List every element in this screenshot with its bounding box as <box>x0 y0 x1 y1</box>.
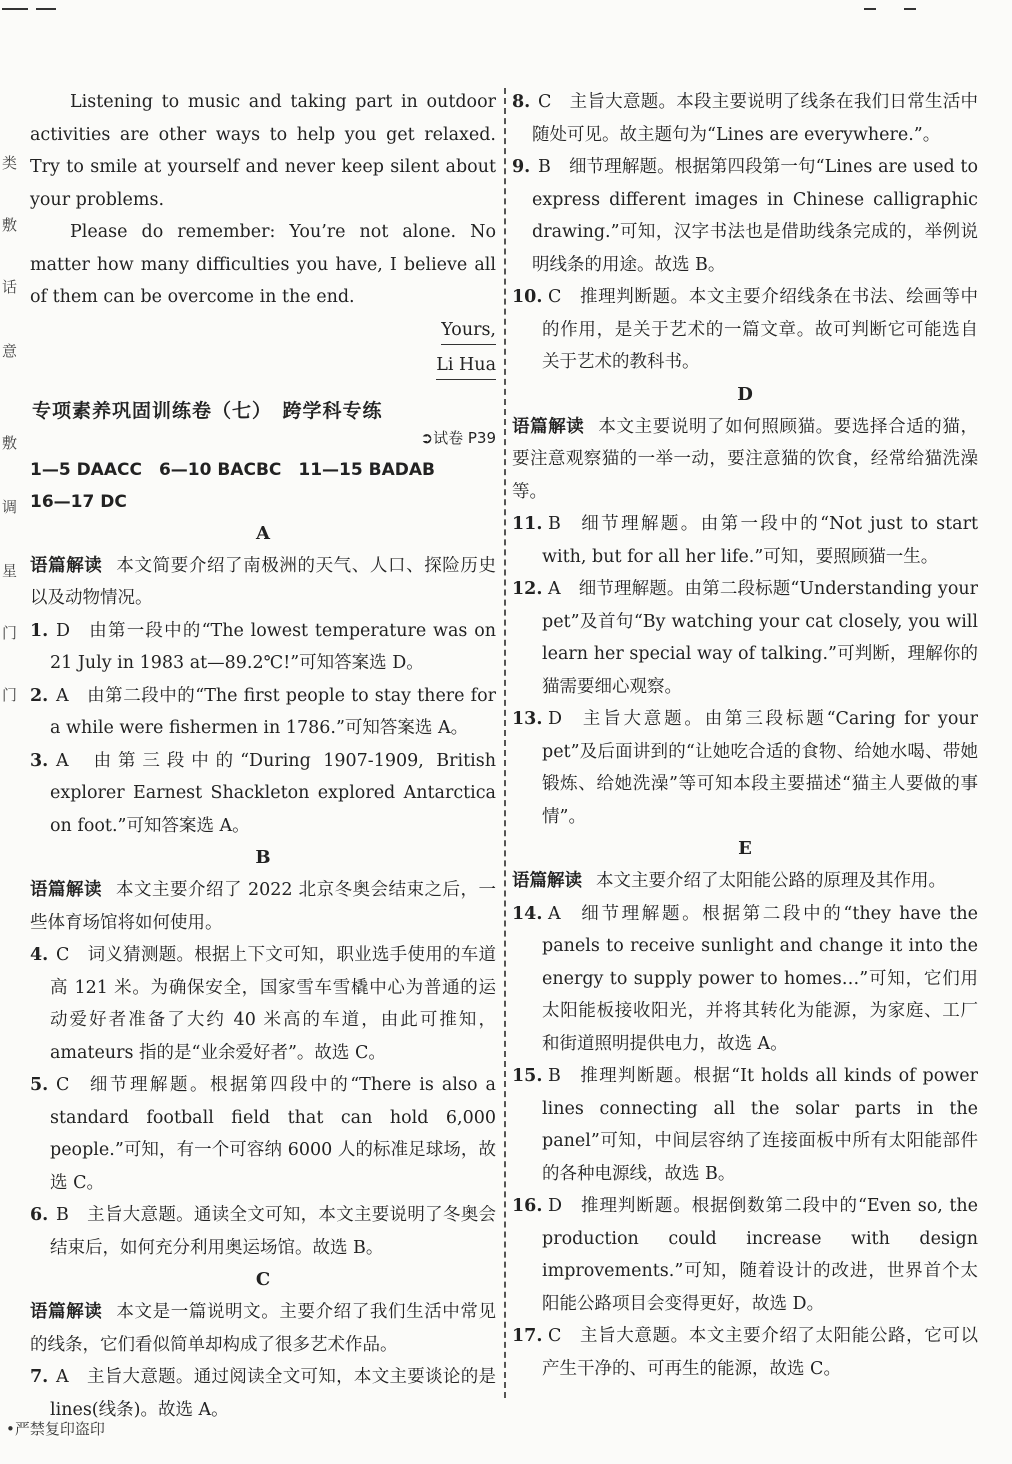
answer-item: 12. A 细节理解题。由第二段标题“Understanding your pet”及首句“By watching your cat closely, you will learn her special way of talking.”可判断，理解你的猫需要细心观察。 <box>512 579 978 697</box>
edge-char: 类 <box>2 154 18 172</box>
answer-item: 6. B 主旨大意题。通读全文可知，本文主要说明了冬奥会结束后，如何充分利用奥运场馆。故选 B。 <box>30 1205 496 1258</box>
answer-item: 13. D 主旨大意题。由第三段标题“Caring for your pet”及后面讲到的“让她吃合适的食物、给她水喝、带她锻炼、给她洗澡”等可知本段主要描述“猫主人要做的事情”。 <box>512 709 978 827</box>
edge-char: 意 <box>2 342 18 360</box>
answer-item: 2. A 由第二段中的“The first people to stay there for a while were fishermen in 1786.”可知答案选 A。 <box>30 685 496 738</box>
answer-summary: 16—17 DC <box>30 491 127 512</box>
answer-item: 17. C 主旨大意题。本文主要介绍了太阳能公路，它可以产生干净的、可再生的能源，故选 C。 <box>512 1326 978 1379</box>
passage-heading: B <box>255 847 271 868</box>
passage-heading: A <box>256 522 270 544</box>
crop-mark <box>864 8 876 10</box>
edge-char: 敷 <box>2 434 18 452</box>
edge-char: 敷 <box>2 216 18 234</box>
edge-char: 星 <box>2 562 18 580</box>
letter-paragraph: Please do remember: You’re not alone. No matter how many difficulties you have, I believe all of them can be overcome in the end. <box>30 222 496 307</box>
paper-reference: ➲试卷 P39 <box>420 428 496 447</box>
answer-item: 1. D 由第一段中的“The lowest temperature was on 21 July in 1983 at—89.2℃!”可知答案选 D。 <box>30 620 496 673</box>
passage-summary: 语篇解读 本文主要介绍了 2022 北京冬奥会结束之后，一些体育场馆将如何使用。 <box>30 880 497 933</box>
passage-heading: C <box>255 1269 271 1290</box>
section-title: 专项素养巩固训练卷（七） 跨学科专练 <box>32 399 383 422</box>
letter-paragraph: Listening to music and taking part in outdoor activities are other ways to help you get relaxed. Try to smile at yourself and never keep silent about your problems. <box>30 92 496 210</box>
left-column <box>30 86 496 1426</box>
passage-summary: 语篇解读 本文主要介绍了太阳能公路的原理及其作用。 <box>512 871 946 891</box>
crop-mark <box>2 8 28 10</box>
passage-summary: 语篇解读 本文简要介绍了南极洲的天气、人口、探险历史以及动物情况。 <box>30 555 497 608</box>
passage-summary: 语篇解读 本文主要说明了如何照顾猫。要选择合适的猫，要注意观察猫的一举一动，要注意猫的饮食，经常给猫洗澡等。 <box>512 416 979 502</box>
footer-notice: •严禁复印盗印 <box>6 1420 105 1438</box>
answer-item: 8. C 主旨大意题。本段主要说明了线条在我们日常生活中随处可见。故主题句为“Lines are everywhere.”。 <box>512 92 978 145</box>
answer-item: 7. A 主旨大意题。通过阅读全文可知，本文主要谈论的是 lines(线条)。故选 A。 <box>30 1367 496 1420</box>
edge-char: 门 <box>2 686 18 704</box>
edge-char: 门 <box>2 624 18 642</box>
answer-item: 4. C 词义猜测题。根据上下文可知，职业选手使用的车道高 121 米。为确保安全，国家雪车雪橇中心为普通的运动爱好者准备了大约 40 米高的车道，由此可推知，amateurs 指的是“业余爱好者”。故选 C。 <box>30 945 496 1063</box>
answer-item: 3. A 由第三段中的“During 1907-1909, British explorer Earnest Shackleton explored Antarctica on foot.”可知答案选 A。 <box>30 750 496 836</box>
right-column <box>512 86 978 1385</box>
passage-heading: E <box>738 838 752 859</box>
answer-item: 5. C 细节理解题。根据第四段中的“There is also a standard football field that can hold 6,000 people.”可知，有一个可容纳 6000 人的标准足球场，故选 C。 <box>30 1075 496 1193</box>
answer-summary: 1—5 DAACC 6—10 BACBC 11—15 BADAB <box>30 459 435 480</box>
crop-mark <box>36 8 56 10</box>
top-crop-marks <box>0 0 1012 14</box>
answer-item: 11. B 细节理解题。由第一段中的“Not just to start with, but for all her life.”可知，要照顾猫一生。 <box>512 514 978 567</box>
passage-summary: 语篇解读 本文是一篇说明文。主要介绍了我们生活中常见的线条，它们看似简单却构成了很多艺术作品。 <box>30 1302 497 1355</box>
crop-mark <box>904 8 916 10</box>
edge-char: 话 <box>2 278 18 296</box>
letter-signature: Li Hua <box>30 349 496 384</box>
answer-item: 9. B 细节理解题。根据第四段第一句“Lines are used to express different images in Chinese calligraphic drawing.”可知，汉字书法也是借助线条完成的，举例说明线条的用途。故选 B。 <box>512 157 978 275</box>
column-divider <box>504 88 506 1398</box>
answer-item: 10. C 推理判断题。本文主要介绍线条在书法、绘画等中的作用，是关于艺术的一篇文章。故可判断它可能选自关于艺术的教科书。 <box>512 287 978 372</box>
answer-item: 16. D 推理判断题。根据倒数第二段中的“Even so, the production could increase with design improvements.”可知，随着设计的改进，世界首个太阳能公路项目会变得更好，故选 D。 <box>512 1196 978 1314</box>
left-edge-fragments <box>0 90 20 1390</box>
edge-char: 调 <box>2 498 18 516</box>
passage-heading: D <box>737 383 753 405</box>
answer-item: 15. B 推理判断题。根据“It holds all kinds of power lines connecting all the solar parts in the panel”可知，中间层容纳了连接面板中所有太阳能部件的各种电源线，故选 B。 <box>512 1066 978 1184</box>
answer-item: 14. A 细节理解题。根据第二段中的“they have the panels to receive sunlight and change it into the energy to supply power to homes…”可知，它们用太阳能板接收阳光，并将其转化为能源，为家庭、工厂和街道照明提供电力，故选 A。 <box>512 903 978 1054</box>
letter-closing: Yours, <box>30 314 496 349</box>
